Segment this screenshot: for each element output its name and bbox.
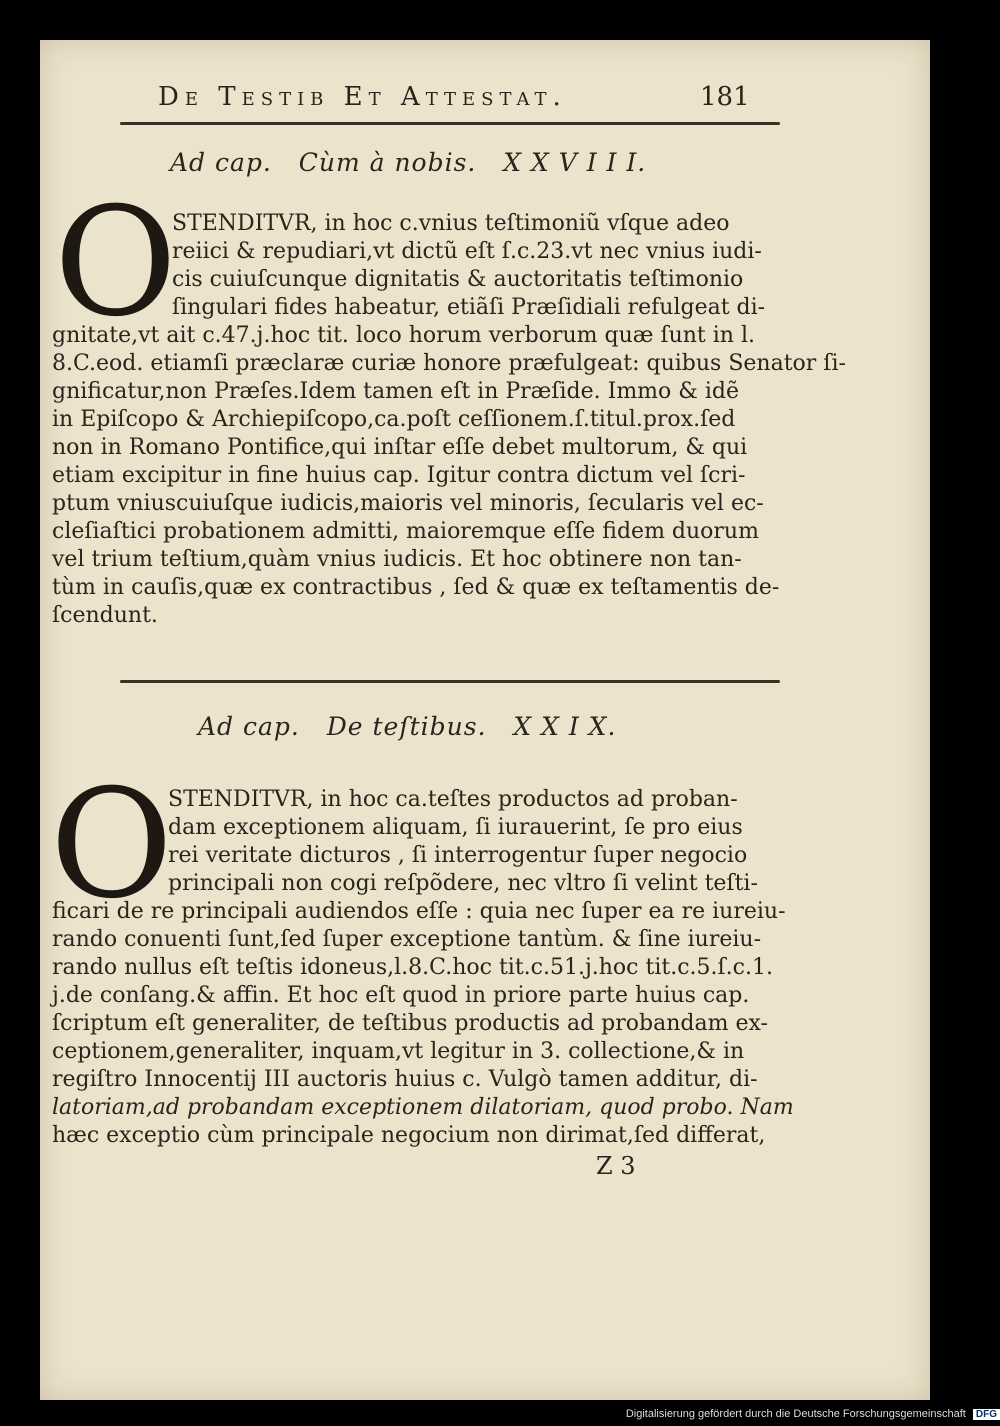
text-line: tùm in cauſis,quæ ex contractibus , ſed & quæ ex teſtamentis de- [52,575,780,600]
book-page [40,40,930,1400]
heading-number: X X I X. [513,712,617,741]
heading-prefix: Ad cap. [198,712,300,741]
text-line: STENDITVR, in hoc c.vnius teſtimoniũ vſque adeo [172,211,730,236]
drop-cap: O [50,758,173,932]
header-rule [120,122,780,125]
text-line: cis cuiuſcunque dignitatis & auctoritatis teſtimonio [172,267,744,292]
heading-prefix: Ad cap. [170,148,272,177]
text-line: dam exceptionem aliquam, ſi iurauerint, ſe pro eius [168,815,743,840]
text-line: vel trium teſtium,quàm vnius iudicis. Et hoc obtinere non tan- [52,547,742,572]
text-line: etiam excipitur in fine huius cap. Igitur contra dictum vel ſcri- [52,463,746,488]
text-line: non in Romano Pontifice,qui inſtar eſſe debet multorum, & qui [52,435,748,460]
text-line: 8.C.eod. etiamſi præclaræ curiæ honore præfulgeat: quibus Senator ſi- [52,351,846,376]
text-line: cleſiaſtici probationem admitti, maioremque eſſe fidem duorum [52,519,759,544]
text-line: ſcriptum eſt generaliter, de teſtibus productis ad probandam ex- [52,1011,768,1036]
heading-title: Cùm à nobis. [298,148,477,177]
text-line: reiici & repudiari,vt dictũ eſt ſ.c.23.vt nec vnius iudi- [172,239,762,264]
text-line: gnificatur,non Præſes.Idem tamen eſt in Præſide. Immo & idẽ [52,379,739,404]
text-line: rando conuenti ſunt,ſed ſuper exceptione tantùm. & ſine iureiu- [52,927,762,952]
heading-title: De teſtibus. [326,712,487,741]
text-line: gnitate,vt ait c.47.j.hoc tit. loco horum verborum quæ ſunt in l. [52,323,755,348]
text-line: principali non cogi reſpõdere, nec vltro ſi velint teſti- [168,871,758,896]
digitization-credit [626,1408,1000,1420]
section-heading-2 [198,712,616,741]
text-line: hæc exceptio cùm principale negocium non dirimat,ſed differat, [52,1123,766,1148]
text-line: latoriam,ad probandam exceptionem dilatoriam, quod probo. Nam [52,1095,794,1120]
text-line: ſingulari fides habeatur, etiãſi Præſidiali refulgeat di- [172,295,766,320]
signature-mark: Z 3 [596,1152,636,1180]
drop-cap: O [54,176,177,350]
section-rule [120,680,780,683]
text-line: ptum vniuscuiuſque iudicis,maioris vel minoris, ſecularis vel ec- [52,491,764,516]
text-line: ficari de re principali audiendos eſſe : quia nec ſuper ea re iureiu- [52,899,786,924]
section-heading-1 [170,148,646,177]
credit-text: Digitalisierung gefördert durch die Deutsche Forschungsgemeinschaft [625,1408,966,1420]
text-line: ſcendunt. [52,603,158,628]
heading-number: X X V I I I. [503,148,647,177]
text-line: regiſtro Innocentij III auctoris huius c. Vulgò tamen additur, di- [52,1067,758,1092]
dfg-logo: DFG [973,1409,1000,1420]
text-line: rando nullus eſt teſtis idoneus,l.8.C.hoc tit.c.51.j.hoc tit.c.5.ſ.c.1. [52,955,773,980]
page-number: 181 [700,82,750,112]
text-line: in Epiſcopo & Archiepiſcopo,ca.poſt ceſſionem.ſ.titul.prox.ſed [52,407,736,432]
text-line: ceptionem,generaliter, inquam,vt legitur in 3. collectione,& in [52,1039,745,1064]
text-line: j.de conſang.& affin. Et hoc eſt quod in priore parte huius cap. [52,983,750,1008]
text-line: STENDITVR, in hoc ca.teſtes productos ad proban- [168,787,738,812]
text-line: rei veritate dicturos , ſi interrogentur ſuper negocio [168,843,748,868]
running-title: De Testib Et Attestat. [158,82,567,112]
